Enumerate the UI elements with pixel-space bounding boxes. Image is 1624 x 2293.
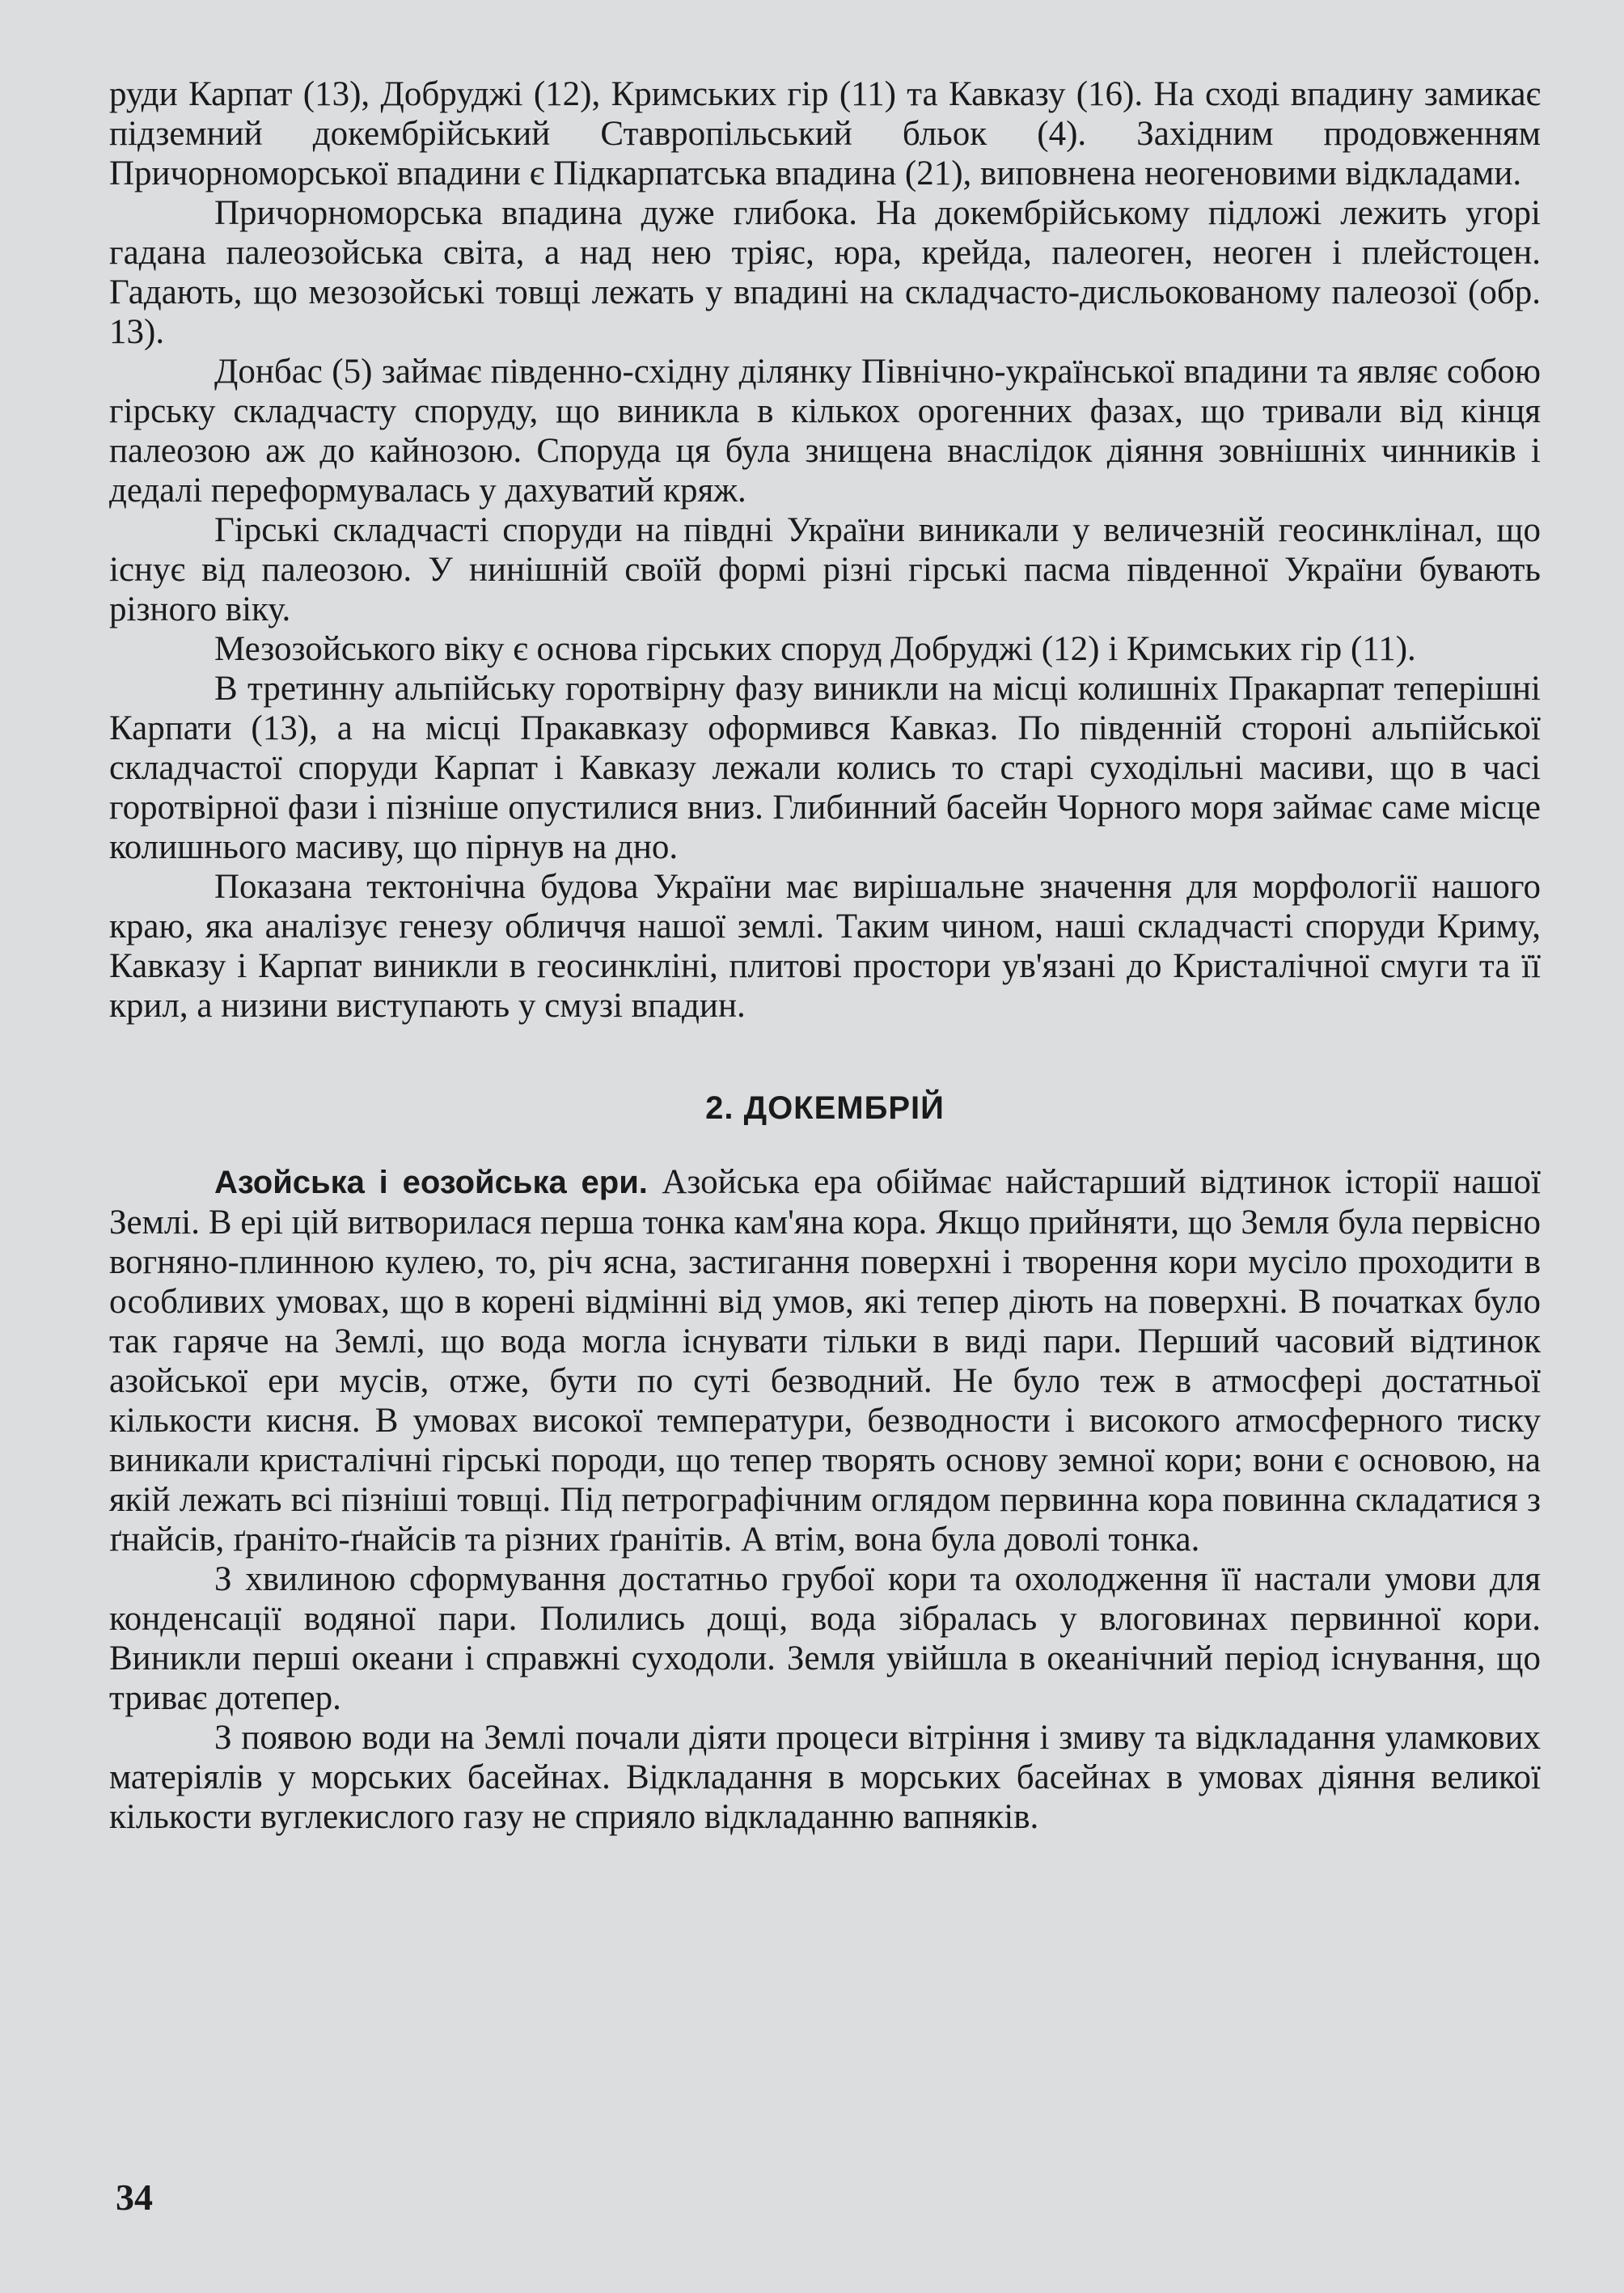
- paragraph: Донбас (5) займає південно-східну ділянку Північно-української впадини та являє собою гірську складчасту споруду, що виникла в кількох орогенних фазах, що тривали від кінця палеозою аж до кайнозою. Споруда ця була знищена внаслідок діяння зовнішніх чинників і дедалі переформувалась у дахуватий кряж.: [109, 353, 1541, 510]
- paragraph: Причорноморська впадина дуже глибока. На докембрійському підложі лежить угорі гадана палеозойська світа, а над нею тріяс, юра, крейда, палеоген, неоген і плейстоцен. Гадають, що мезозойські товщі лежать у впадині на складчасто-дисльокованому палеозої (обр. 13).: [109, 194, 1541, 351]
- section-heading: 2. ДОКЕМБРІЙ: [705, 1090, 945, 1126]
- paragraph: З появою води на Землі почали діяти процеси вітріння і змиву та відкладання уламкових матеріялів у морських басейнах. Відкладання в морських басейнах в умовах діяння великої кількости вуглекислого газу не сприяло відкладанню вапняків.: [109, 1719, 1541, 1836]
- page-number: 34: [116, 2177, 153, 2218]
- paragraph: Гірські складчасті споруди на півдні України виникали у величезній геосинклінал, що існує від палеозою. У нинішній своїй формі різні гірські пасма південної України бувають різного віку.: [109, 511, 1541, 628]
- paragraph: В третинну альпійську горотвірну фазу виникли на місці колишніх Пракарпат теперішні Карпати (13), а на місці Пракавказу оформився Кавказ. По південній стороні альпійської складчастої споруди Карпат і Кавказу лежали колись то старі суходільні масиви, що в часі горотвірної фази і пізніше опустилися вниз. Глибинний басейн Чорного моря займає саме місце колишнього масиву, що пірнув на дно.: [109, 670, 1541, 866]
- paragraph-text: Азойська ера обіймає найстарший відтинок історії нашої Землі. В ері цій витворилася перша тонка кам'яна кора. Якщо прийняти, що Земля була первісно вогняно-плинною кулею, то, річ ясна, застигання поверхні і творення кори мусіло проходити в особливих умовах, що в корені відмінні від умов, які тепер діють на поверхні. В початках було так гаряче на Землі, що вода могла існувати тільки в виді пари. Перший часовий відтинок азойської ери мусів, отже, бути по суті безводний. Не було теж в атмосфері достатньої кількости кисня. В умовах високої температури, безводности і високого атмосферного тиску виникали кристалічні гірські породи, що тепер творять основу земної кори; вони є основою, на якій лежать всі пізніші товщі. Під петрографічним оглядом первинна кора повинна складатися з ґнайсів, ґраніто-ґнайсів та різних ґранітів. А втім, вона була доволі тонка.: [109, 1163, 1541, 1559]
- runin-heading: Азойська і еозойська ери.: [214, 1165, 648, 1200]
- paragraph: руди Карпат (13), Добруджі (12), Кримських гір (11) та Кавказу (16). На сході впадину замикає підземний докембрійський Ставропільський бльок (4). Західним продовженням Причорноморської впадини є Підкарпатська впадина (21), виповнена неогеновими відкладами.: [109, 75, 1541, 192]
- body-text: [109, 74, 1541, 1837]
- paragraph: Мезозойського віку є основа гірських споруд Добруджі (12) і Кримських гір (11).: [214, 630, 1416, 668]
- paragraph: Показана тектонічна будова України має вирішальне значення для морфології нашого краю, яка аналізує генезу обличчя нашої землі. Таким чином, наші складчасті споруди Криму, Кавказу і Карпат виникли в геосинкліні, плитові простори ув'язані до Кристалічної смуги та її крил, а низини виступають у смузі впадин.: [109, 868, 1541, 1025]
- paragraph: [109, 1162, 1541, 1559]
- paragraph: З хвилиною сформування достатньо грубої кори та охолодження її настали умови для конденсації водяної пари. Полились дощі, вода зібралась у влоговинах первинної кори. Виникли перші океани і справжні суходоли. Земля увійшла в океанічний період існування, що триває дотепер.: [109, 1560, 1541, 1717]
